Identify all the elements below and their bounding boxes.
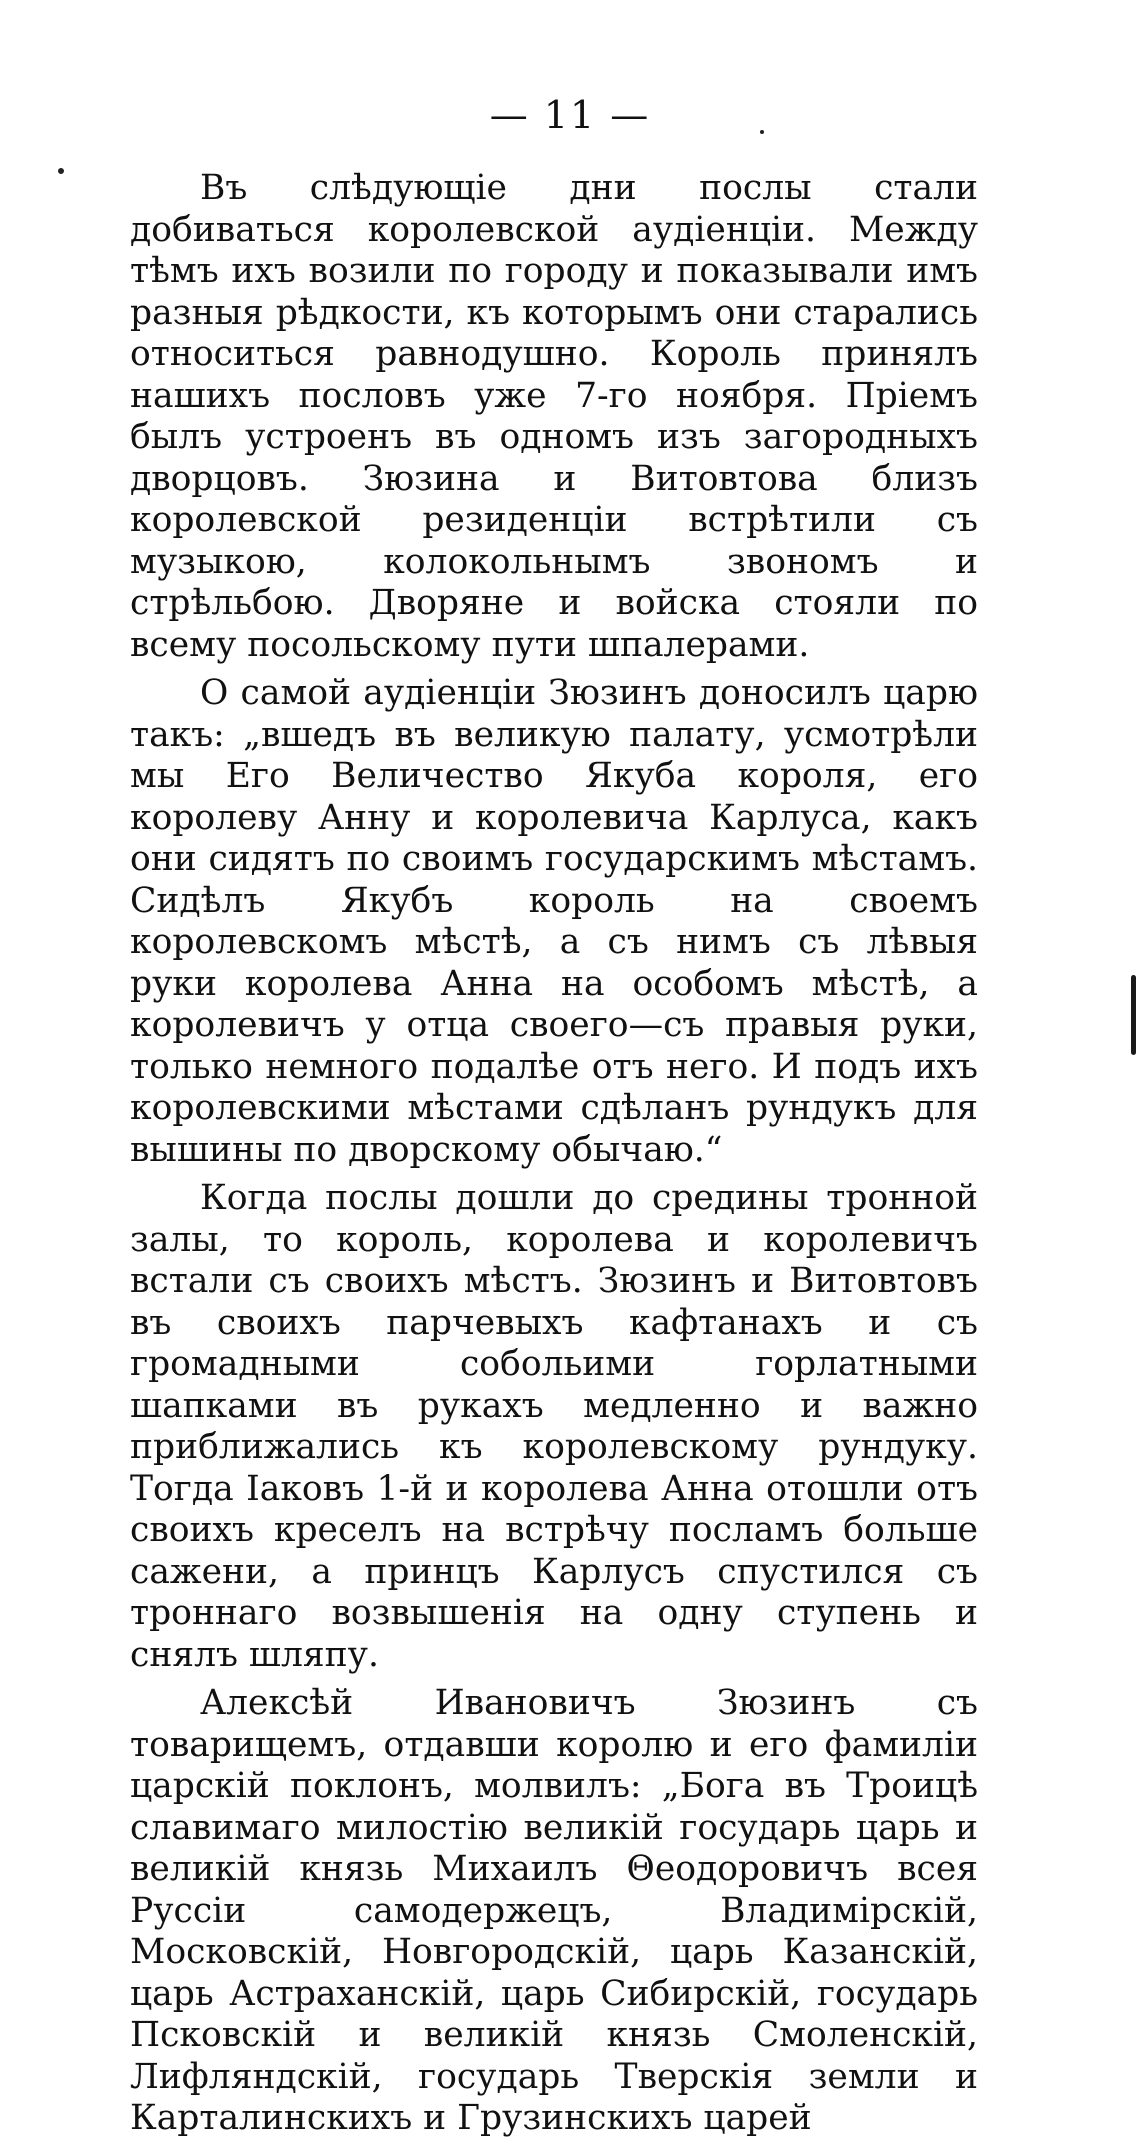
scan-speck [58, 168, 64, 174]
paragraph-4: Алексѣй Ивановичъ Зюзинъ съ товарищемъ, отдавши королю и его фамиліи царскій поклонъ, молвилъ: „Бога въ Троицѣ славимаго милостію великій государь царь и великій князь Михаилъ Θеодоровичъ всея Руссіи самодержецъ, Владимірскій, Московскій, Новгородскій, царь Казанскій, царь Астраханскій, царь Сибирскій, государь Псковскій и великій князь Смоленскій, Лифляндскій, государь Тверскія земли и Карталинскихъ и Грузинскихъ царей [130, 1683, 978, 2138]
body-text [130, 168, 978, 2147]
page-number: — 11 — [489, 93, 651, 137]
paragraph-1: Въ слѣдующіе дни послы стали добиваться королевской аудіенціи. Между тѣмъ ихъ возили по городу и показывали имъ разныя рѣдкости, къ которымъ они старались относиться равнодушно. Король принялъ нашихъ пословъ уже 7-го ноября. Пріемъ былъ устроенъ въ одномъ изъ загородныхъ дворцовъ. Зюзина и Витовтова близъ королевской резиденціи встрѣтили съ музыкою, колокольнымъ звономъ и стрѣльбою. Дворяне и войска стояли по всему посольскому пути шпалерами. [130, 168, 978, 665]
paragraph-3: Когда послы дошли до средины тронной залы, то король, королева и королевичъ встали съ своихъ мѣстъ. Зюзинъ и Витовтовъ въ своихъ парчевыхъ кафтанахъ и съ громадными собольими горлатными шапками въ рукахъ медленно и важно приближались къ королевскому рундуку. Тогда Іаковъ 1-й и королева Анна отошли отъ своихъ креселъ на встрѣчу посламъ больше сажени, а принцъ Карлусъ спустился съ троннаго возвышенія на одну ступень и снялъ шляпу. [130, 1178, 978, 1675]
paragraph-2: О самой аудіенціи Зюзинъ доносилъ царю такъ: „вшедъ въ великую палату, усмотрѣли мы Его Величество Якуба короля, его королеву Анну и королевича Карлуса, какъ они сидятъ по своимъ государскимъ мѣстамъ. Сидѣлъ Якубъ король на своемъ королевскомъ мѣстѣ, а съ нимъ съ лѣвыя руки королева Анна на особомъ мѣстѣ, а королевичъ у отца своего—съ правыя руки, только немного подалѣе отъ него. И подъ ихъ королевскими мѣстами сдѣланъ рундукъ для вышины по дворскому обычаю.“ [130, 673, 978, 1170]
scan-speck [760, 130, 764, 134]
scan-edge-mark [1131, 975, 1136, 1055]
